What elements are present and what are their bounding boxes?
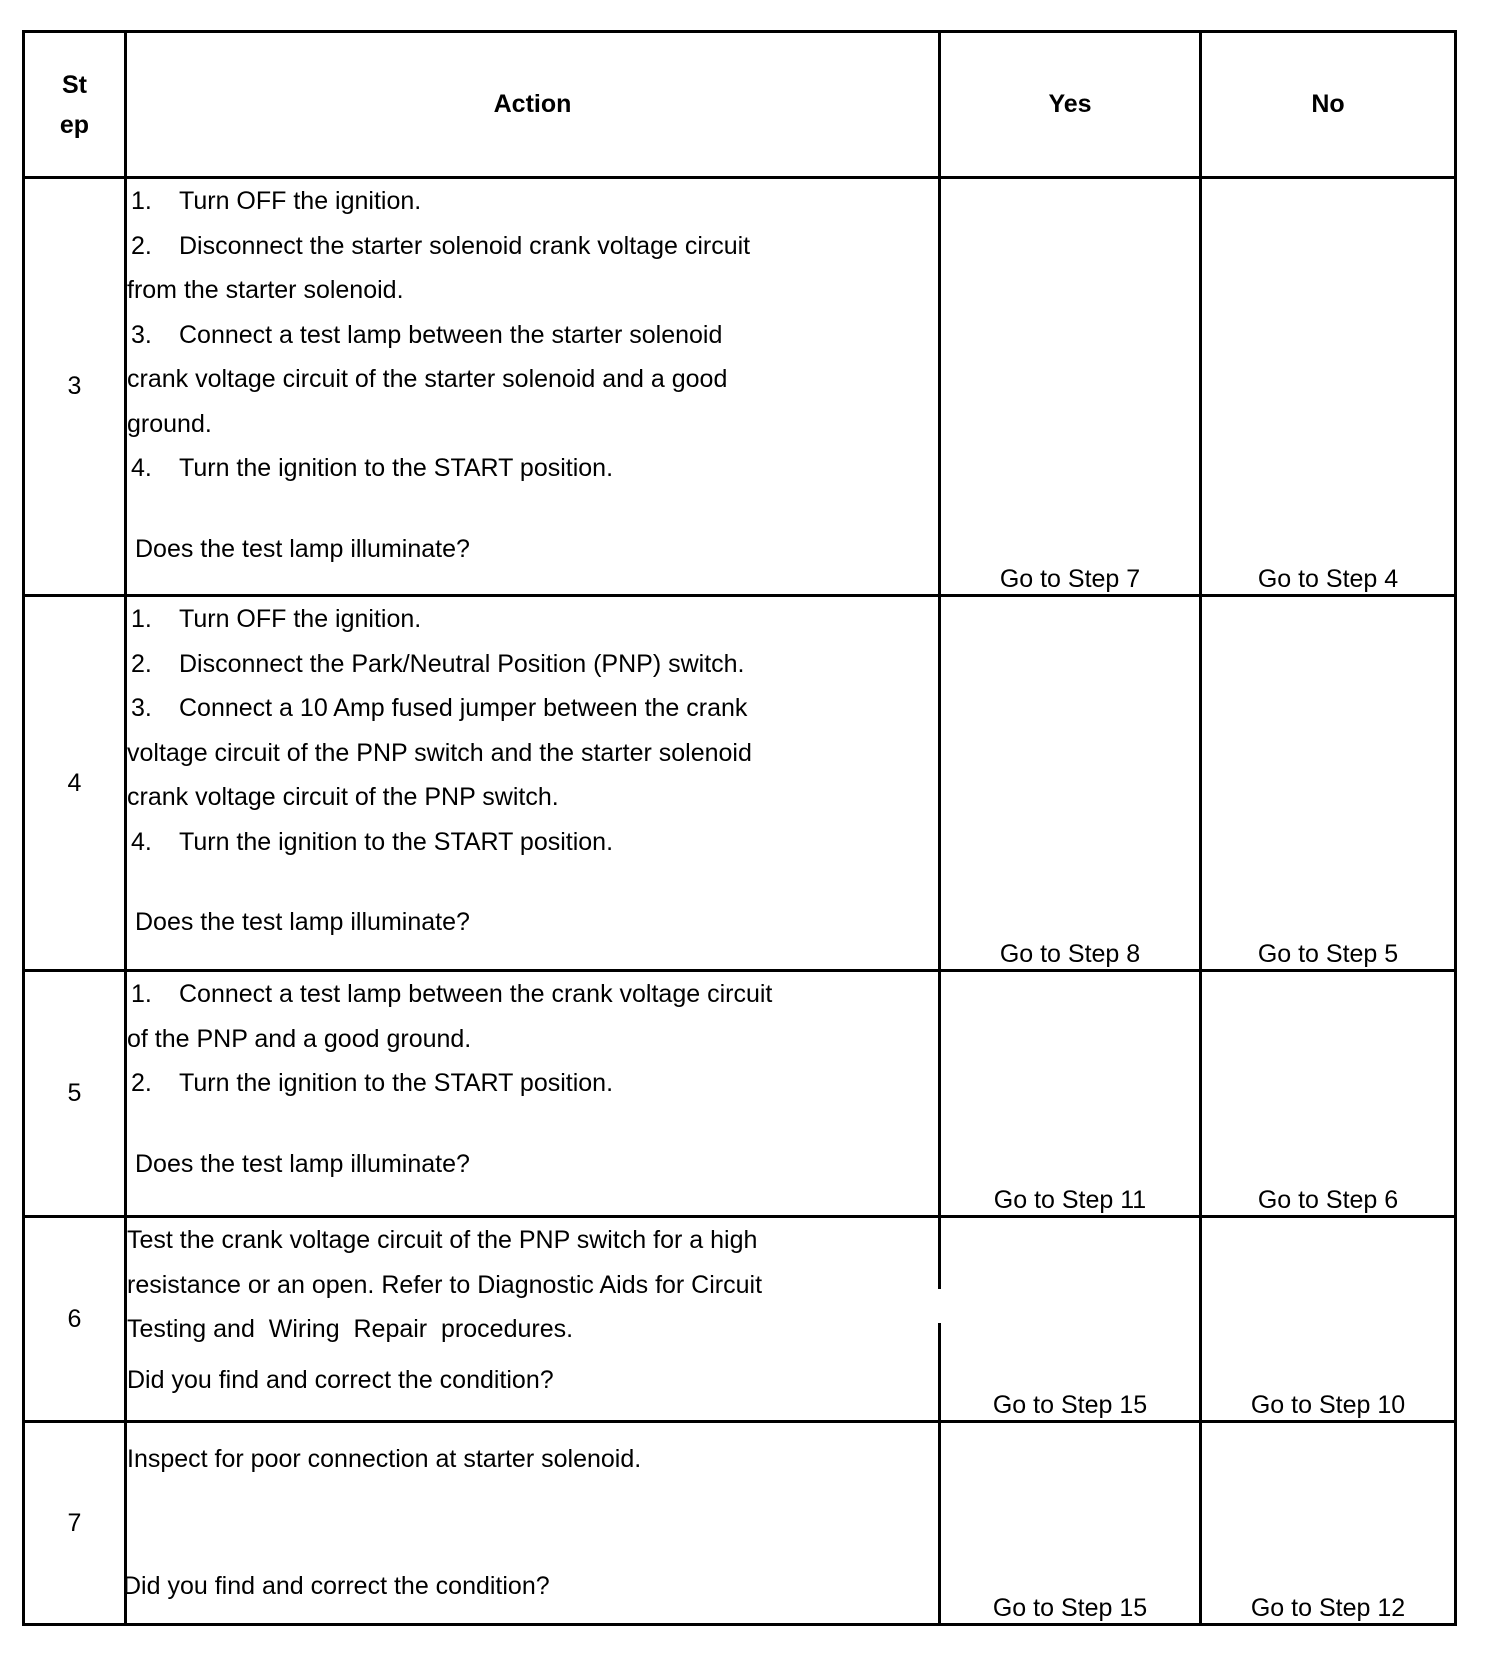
action-question: Does the test lamp illuminate? xyxy=(135,908,470,936)
diagnostic-table xyxy=(22,30,1457,1626)
action-cell xyxy=(126,596,940,971)
action-line: 2. Disconnect the Park/Neutral Position (PNP) switch. xyxy=(131,649,745,678)
action-cell xyxy=(126,971,940,1217)
header-action: Action xyxy=(126,32,940,178)
step-number: 5 xyxy=(24,971,126,1217)
header-no: No xyxy=(1201,32,1456,178)
table-row xyxy=(24,178,1456,596)
yes-result: Go to Step 15 xyxy=(940,1422,1201,1625)
table-header-row xyxy=(24,32,1456,178)
action-line: crank voltage circuit of the starter solenoid and a good xyxy=(127,365,728,393)
no-result: Go to Step 12 xyxy=(1201,1422,1456,1625)
yes-result: Go to Step 11 xyxy=(940,971,1201,1217)
action-line: Inspect for poor connection at starter solenoid. xyxy=(127,1445,642,1473)
action-cell xyxy=(126,1217,940,1422)
header-step xyxy=(24,32,126,178)
action-line: resistance or an open. Refer to Diagnostic Aids for Circuit xyxy=(127,1270,763,1299)
action-line: from the starter solenoid. xyxy=(127,276,404,304)
yes-result: Go to Step 15 xyxy=(940,1217,1201,1422)
header-yes: Yes xyxy=(940,32,1201,178)
yes-result: Go to Step 7 xyxy=(940,178,1201,596)
step-number: 6 xyxy=(24,1217,126,1422)
action-cell xyxy=(123,1422,940,1625)
action-line: 2. Turn the ignition to the START position. xyxy=(131,1069,614,1097)
header-step-line2: ep xyxy=(59,110,90,139)
action-line: 3. Connect a 10 Amp fused jumper between the crank xyxy=(131,694,748,722)
step-number: 4 xyxy=(24,596,126,971)
action-line: of the PNP and a good ground. xyxy=(127,1024,472,1053)
action-question: Did you find and correct the condition? xyxy=(127,1365,554,1394)
action-line: Testing and Wiring Repair procedures. xyxy=(127,1315,574,1343)
table-row xyxy=(24,1217,1456,1422)
action-line: 3. Connect a test lamp between the starter solenoid xyxy=(131,320,723,349)
action-line: 4. Turn the ignition to the START position. xyxy=(131,454,614,482)
action-line: 2. Disconnect the starter solenoid crank voltage circuit xyxy=(131,231,751,260)
step-number: 3 xyxy=(24,178,126,596)
table-row xyxy=(24,971,1456,1217)
no-result: Go to Step 6 xyxy=(1201,971,1456,1217)
action-question: Did you find and correct the condition? xyxy=(123,1571,550,1600)
table-row xyxy=(24,596,1456,971)
action-cell xyxy=(126,178,940,596)
action-line: 4. Turn the ignition to the START position. xyxy=(131,827,614,856)
no-result: Go to Step 5 xyxy=(1201,596,1456,971)
action-line: 1. Connect a test lamp between the crank voltage circuit xyxy=(131,980,773,1008)
step-number: 7 xyxy=(24,1422,126,1625)
action-line: ground. xyxy=(127,409,212,438)
action-line: voltage circuit of the PNP switch and the starter solenoid xyxy=(127,738,752,767)
no-result: Go to Step 4 xyxy=(1201,178,1456,596)
action-line: 1. Turn OFF the ignition. xyxy=(131,605,422,633)
action-line: crank voltage circuit of the PNP switch. xyxy=(127,783,559,811)
table-row xyxy=(24,1422,1456,1625)
action-question: Does the test lamp illuminate? xyxy=(135,1149,470,1178)
action-line: Test the crank voltage circuit of the PNP switch for a high xyxy=(127,1226,758,1254)
action-line: 1. Turn OFF the ignition. xyxy=(131,187,422,215)
action-question: Does the test lamp illuminate? xyxy=(135,534,470,563)
no-result: Go to Step 10 xyxy=(1201,1217,1456,1422)
yes-result: Go to Step 8 xyxy=(940,596,1201,971)
header-step-line1: St xyxy=(62,70,87,99)
